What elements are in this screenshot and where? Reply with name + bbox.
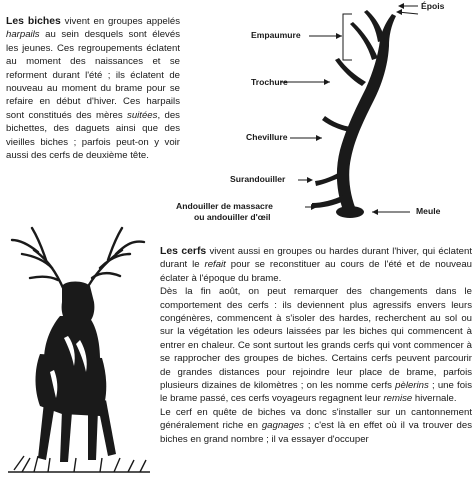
cerfs-lead: Les cerfs: [160, 246, 207, 257]
cerfs-paragraph-1: [160, 245, 472, 285]
term-suitees: suitées: [127, 109, 158, 121]
arrow-icon: [307, 177, 313, 183]
biches-text-2: au sein desquels sont élevés les jeunes. Ces regroupements éclatent au moment des naissances et se reforment durant l'été ; ils éclatent de nouveau au moment du brame pour se refaire en début d'hiver. Ces harpails sont constitués des mères: [6, 29, 180, 121]
stag-illustration: [4, 220, 154, 480]
cerfs-text-2: pour se reconstituer au cours de l'été et de nouveau éclater à l'époque du brame.: [160, 259, 472, 284]
biches-text-1: vivent en groupes appelés: [60, 16, 181, 27]
cerfs-p3-b: ; c'est là en effet où il va trouver des biches en grand nombre ; il va essayer d'occuper: [160, 420, 472, 445]
cerfs-paragraph-2: [160, 285, 472, 406]
tine-andouiller: [312, 195, 346, 208]
cerfs-p3-a: Le cerf en quête de biches va donc s'installer sur un cantonnement généralement riche en: [160, 406, 472, 432]
arrow-icon: [372, 209, 378, 215]
term-pelerins: pèlerins: [395, 380, 429, 392]
tine-epois-2: [350, 22, 378, 60]
label-chevillure: Chevillure: [246, 132, 288, 142]
label-meule: Meule: [416, 206, 441, 216]
label-epois: Épois: [421, 1, 445, 11]
cerfs-text-1: vivent aussi en groupes ou hardes durant l'hiver, qui éclatent durant le: [160, 246, 472, 271]
term-harpails: harpails: [6, 29, 40, 41]
tine-epois-1: [364, 10, 385, 42]
arrow-icon: [336, 33, 342, 39]
label-surandouiller: Surandouiller: [230, 174, 286, 184]
tine-trochure: [335, 58, 366, 86]
cerfs-p2-c: hivernale.: [412, 393, 457, 405]
term-remise: remise: [383, 393, 413, 405]
label-andouiller-line2: ou andouiller d'œil: [194, 212, 271, 222]
biches-text-3: , des bichettes, des daguets ainsi que des vieilles biches ; parfois peut-on y voir aussi des cerfs de deuxième tête.: [6, 109, 180, 162]
label-trochure: Trochure: [251, 77, 288, 87]
tine-chevillure: [322, 116, 352, 132]
label-andouiller-line1: Andouiller de massacre: [176, 201, 273, 211]
term-gagnages: gagnages: [261, 420, 304, 432]
arrow-icon: [396, 9, 402, 15]
cerfs-p2-b: ; une fois le brame passé, ces cerfs voyageurs regagnent leur: [160, 380, 472, 405]
arrow-icon: [324, 79, 330, 85]
cerfs-section: [160, 245, 472, 446]
cerfs-paragraph-3: [160, 406, 472, 446]
empaumure-bracket: [343, 14, 352, 60]
arrow-icon: [316, 135, 322, 141]
antler-meule: [336, 206, 364, 218]
arrow-icon: [398, 3, 404, 9]
label-empaumure: Empaumure: [251, 30, 301, 40]
biches-lead: Les biches: [6, 16, 61, 27]
cerfs-p2-a: Dès la fin août, on peut remarquer des changements dans le comportement des cerfs : ils deviennent plus agressifs envers leurs congénères, commencent à s'isoler des hardes, recherchent au sol ou sur la végétation les odeurs laissées par les biches qui commencent à entrer en chaleur. Ce sont surtout les grands cerfs qui vont commencer à se rapprocher des groupes de biches. Certains cerfs peuvent parcourir de grandes distances pour rejoindre leur place de brame, parfois plusieurs dizaines de kilomètres ; on les nomme cerfs: [160, 286, 472, 392]
term-refait: refait: [204, 259, 226, 271]
